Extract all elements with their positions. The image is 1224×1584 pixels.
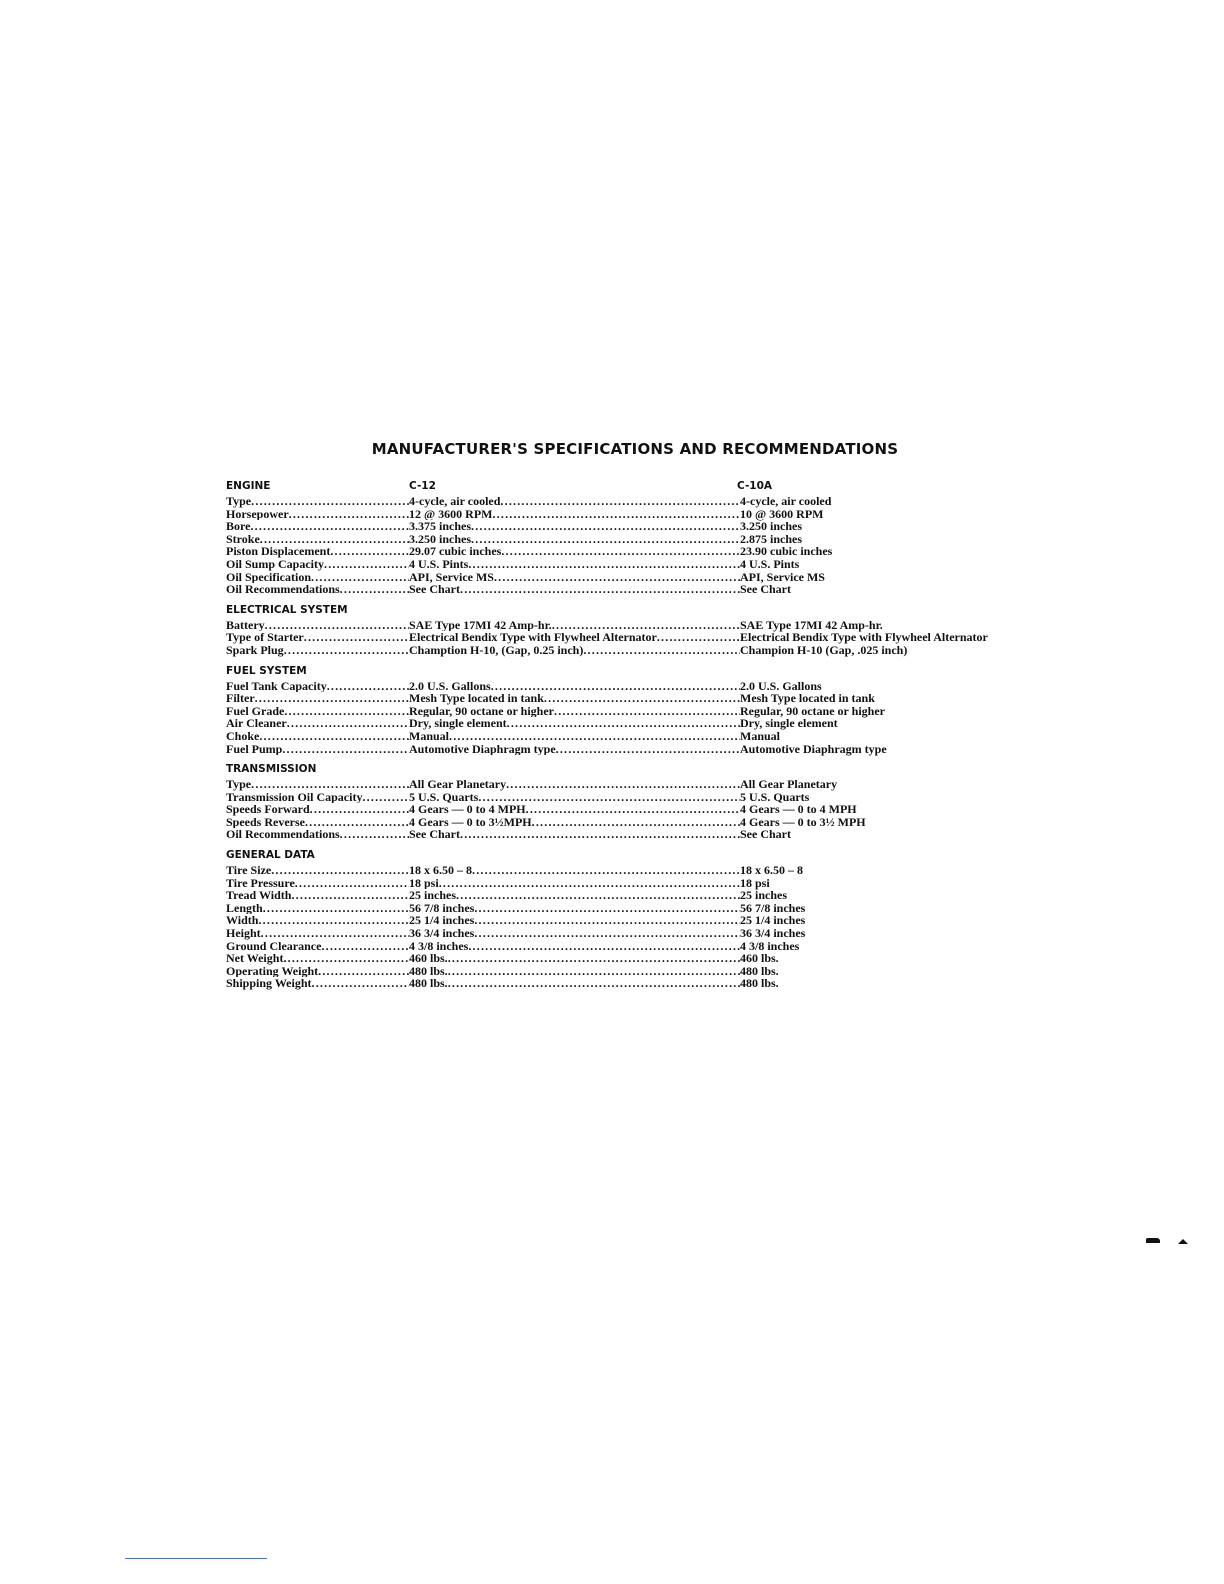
spec-label (226, 940, 409, 953)
spec-value-c10a (740, 889, 1056, 902)
section-heading-label: ELECTRICAL SYSTEM (226, 603, 348, 616)
dot-leader (321, 940, 409, 953)
dot-leader (460, 583, 740, 596)
spec-label (226, 743, 409, 756)
spec-label-text: Tire Size (226, 864, 272, 877)
spec-label-text: Oil Recommendations (226, 583, 340, 596)
spec-value-c10a-text: 4-cycle, air cooled (740, 494, 832, 508)
spec-label-text: Transmission Oil Capacity (226, 790, 363, 804)
spec-row (226, 730, 1056, 743)
spec-value-c10a (740, 692, 1056, 705)
spec-value-c10a-text: 4 3/8 inches (740, 938, 800, 953)
dot-leader (583, 644, 740, 657)
dot-leader (250, 520, 409, 533)
spec-value-c10a-text: API, Service MS (740, 569, 825, 584)
page-title: MANUFACTURER'S SPECIFICATIONS AND RECOMMENDATIONS (371, 440, 899, 458)
dot-leader (251, 778, 409, 791)
spec-label-text: Tire Pressure (226, 876, 295, 890)
spec-value-c12-text: Regular, 90 octane or higher (409, 704, 554, 718)
spec-value-c12-text: 5 U.S. Quarts (409, 790, 479, 804)
spec-value-c12 (409, 877, 740, 890)
dot-leader (282, 743, 409, 756)
spec-value-c10a-text: Champion H-10 (Gap, .025 inch) (740, 642, 908, 657)
spec-row (226, 828, 1056, 841)
spec-label-text: Operating Weight (226, 964, 319, 978)
spec-value-c10a-text: 4 Gears — 0 to 4 MPH (740, 802, 857, 817)
spec-value-c12 (409, 730, 740, 743)
spec-value-c10a (740, 520, 1056, 533)
scan-artifact (1178, 1239, 1188, 1244)
spec-value-c12 (409, 803, 740, 816)
spec-value-c12-text: 4 U.S. Pints (409, 557, 469, 571)
dot-leader (474, 902, 740, 915)
spec-value-c12 (409, 692, 740, 705)
dot-leader (492, 508, 740, 521)
dot-leader (271, 864, 409, 877)
spec-section (226, 847, 1056, 990)
spec-value-c12-text: 4 3/8 inches (409, 939, 469, 953)
dot-leader (304, 631, 409, 644)
spec-row (226, 545, 1056, 558)
spec-label (226, 889, 409, 902)
spec-value-c10a (740, 717, 1056, 730)
spec-value-c10a-text: 460 lbs. (740, 951, 779, 966)
spec-label (226, 545, 409, 558)
spec-row (226, 778, 1056, 791)
spec-value-c12-text: 480 lbs. (409, 964, 448, 978)
spec-value-c10a (740, 558, 1056, 571)
spec-label-text: Speeds Forward (226, 803, 310, 816)
section-heading-label: ENGINE (226, 480, 271, 492)
dot-leader (556, 743, 740, 756)
spec-label-text: Type (226, 778, 252, 791)
spec-label (226, 644, 409, 657)
spec-value-c10a-text: 2.0 U.S. Gallons (740, 678, 822, 693)
dot-leader (532, 816, 740, 829)
spec-label (226, 571, 409, 584)
spec-row (226, 914, 1056, 927)
dot-leader (468, 940, 740, 953)
spec-label-text: Bore (226, 520, 251, 533)
spec-label-text: Horsepower (226, 507, 289, 521)
dot-leader (456, 889, 740, 902)
spec-value-c12-text: 480 lbs. (409, 977, 448, 990)
spec-value-c12 (409, 889, 740, 902)
dot-leader (283, 952, 409, 965)
spec-value-c10a-text: Mesh Type located in tank (740, 691, 875, 706)
spec-label (226, 558, 409, 571)
section-heading (226, 847, 1056, 864)
spec-value-c10a-text: Regular, 90 octane or higher (740, 703, 885, 718)
dot-leader (305, 816, 409, 829)
section-heading-label: TRANSMISSION (226, 763, 317, 776)
spec-value-c10a (740, 495, 1056, 508)
spec-value-c12-text: 56 7/8 inches (409, 901, 475, 915)
spec-value-c12 (409, 631, 740, 644)
dot-leader (448, 952, 740, 965)
spec-section (226, 663, 1056, 756)
spec-value-c12-text: Mesh Type located in tank (409, 692, 544, 705)
dot-leader (340, 828, 409, 841)
spec-value-c12-text: 18 x 6.50 – 8 (409, 864, 472, 877)
spec-value-c12-text: 29.07 cubic inches (409, 545, 502, 558)
dot-leader (291, 889, 409, 902)
dot-leader (449, 730, 740, 743)
spec-label (226, 977, 409, 990)
dot-leader (259, 730, 409, 743)
spec-value-c12 (409, 545, 740, 558)
spec-value-c12 (409, 828, 740, 841)
spec-row (226, 508, 1056, 521)
spec-value-c10a-text: 23.90 cubic inches (740, 544, 833, 559)
spec-section (226, 602, 1056, 657)
dot-leader (324, 558, 409, 571)
spec-value-c10a (740, 644, 1056, 657)
spec-value-c10a (740, 927, 1056, 940)
spec-value-c12 (409, 520, 740, 533)
spec-value-c10a-text: 3.250 inches (740, 519, 803, 534)
spec-row (226, 977, 1056, 990)
spec-row (226, 965, 1056, 978)
dot-leader (657, 631, 740, 644)
spec-label (226, 927, 409, 940)
spec-label-text: Type (226, 495, 252, 508)
spec-label-text: Piston Displacement (226, 545, 331, 558)
dot-leader (318, 965, 409, 978)
spec-label (226, 864, 409, 877)
dot-leader (284, 705, 409, 718)
dot-leader (362, 791, 409, 804)
spec-value-c12 (409, 495, 740, 508)
spec-label-text: Filter (226, 692, 255, 705)
spec-row (226, 889, 1056, 902)
spec-label-text: Air Cleaner (226, 717, 287, 730)
spec-value-c12 (409, 571, 740, 584)
spec-value-c12-text: 18 psi (409, 876, 439, 890)
spec-value-c12-text: 25 inches (409, 889, 457, 902)
spec-row (226, 952, 1056, 965)
spec-value-c10a-text: SAE Type 17MI 42 Amp-hr. (740, 617, 883, 632)
spec-value-c12-text: Chamption H-10, (Gap, 0.25 inch) (409, 643, 584, 657)
spec-value-c10a-text: 2.875 inches (740, 531, 803, 546)
spec-value-c10a (740, 940, 1056, 953)
spec-value-c12-text: Automotive Diaphragm type (409, 742, 556, 756)
spec-value-c12-text: 3.375 inches (409, 520, 472, 533)
spec-label (226, 877, 409, 890)
dot-leader (327, 680, 409, 693)
spec-label-text: Tread Width (226, 889, 292, 902)
dot-leader (260, 533, 409, 546)
dot-leader (439, 877, 740, 890)
dot-leader (330, 545, 409, 558)
spec-value-c10a (740, 965, 1056, 978)
dot-leader (507, 717, 740, 730)
spec-label (226, 914, 409, 927)
spec-value-c12 (409, 927, 740, 940)
spec-value-c10a-text: 18 psi (740, 875, 770, 890)
spec-value-c12 (409, 791, 740, 804)
spec-value-c12-text: See Chart (409, 583, 460, 596)
spec-label (226, 520, 409, 533)
dot-leader (471, 533, 740, 546)
spec-label (226, 619, 409, 632)
dot-leader (460, 828, 740, 841)
spec-label-text: Oil Recommendations (226, 828, 340, 842)
spec-value-c12-text: Electrical Bendix Type with Flywheel Alternator (409, 631, 657, 644)
spec-row (226, 902, 1056, 915)
spec-row (226, 644, 1056, 657)
spec-value-c12 (409, 583, 740, 596)
spec-label (226, 965, 409, 978)
spec-label (226, 902, 409, 915)
spec-value-c12-text: 2.0 U.S. Gallons (409, 679, 491, 693)
spec-value-c12 (409, 940, 740, 953)
dot-leader (474, 927, 740, 940)
spec-row (226, 816, 1056, 829)
dot-leader (544, 692, 740, 705)
spec-value-c12-text: 4 Gears — 0 to 4 MPH (409, 803, 526, 816)
section-heading-label: FUEL SYSTEM (226, 664, 307, 677)
spec-label (226, 583, 409, 596)
spec-label (226, 631, 409, 644)
spec-value-c12 (409, 680, 740, 693)
dot-leader (251, 495, 409, 508)
spec-label (226, 717, 409, 730)
spec-label-text: Fuel Tank Capacity (226, 679, 327, 693)
spec-value-c10a-text: See Chart (740, 827, 791, 842)
spec-label (226, 828, 409, 841)
spec-label (226, 692, 409, 705)
spec-value-c10a (740, 583, 1056, 596)
spec-row (226, 803, 1056, 816)
dot-leader (263, 902, 409, 915)
spec-row (226, 558, 1056, 571)
spec-value-c12-text: 3.250 inches (409, 532, 472, 546)
spec-value-c10a-text: 480 lbs. (740, 963, 779, 978)
spec-label (226, 705, 409, 718)
spec-value-c12-text: All Gear Planetary (409, 778, 507, 791)
dot-leader (526, 803, 740, 816)
spec-value-c12 (409, 717, 740, 730)
spec-value-c10a (740, 877, 1056, 890)
section-heading (226, 602, 1056, 619)
dot-leader (500, 495, 740, 508)
spec-value-c12 (409, 914, 740, 927)
dot-leader (554, 705, 740, 718)
spec-label-text: Speeds Reverse (226, 815, 305, 829)
spec-label (226, 791, 409, 804)
dot-leader (255, 692, 409, 705)
spec-label-text: Oil Sump Capacity (226, 557, 325, 571)
spec-row (226, 533, 1056, 546)
spec-label-text: Oil Specification (226, 570, 311, 584)
spec-row (226, 571, 1056, 584)
spec-value-c10a-text: 56 7/8 inches (740, 900, 806, 915)
spec-label-text: Battery (226, 618, 265, 632)
spec-label-text: Length (226, 901, 263, 915)
spec-value-c12-text: 4 Gears — 0 to 3½MPH (409, 815, 532, 829)
spec-value-c12-text: See Chart (409, 828, 460, 842)
spec-value-c12-text: Manual (409, 729, 450, 743)
spec-value-c10a (740, 828, 1056, 841)
spec-value-c10a-text: 4 Gears — 0 to 3½ MPH (740, 814, 866, 829)
dot-leader (311, 571, 409, 584)
dot-leader (478, 791, 740, 804)
spec-value-c10a-text: 4 U.S. Pints (740, 556, 800, 571)
dot-leader (258, 914, 409, 927)
dot-leader (468, 558, 740, 571)
spec-value-c10a (740, 743, 1056, 756)
spec-value-c10a-text: 25 inches (740, 888, 788, 903)
dot-leader (289, 508, 409, 521)
spec-value-c10a-text: 5 U.S. Quarts (740, 789, 810, 804)
spec-row (226, 940, 1056, 953)
spec-value-c12 (409, 705, 740, 718)
spec-value-c10a (740, 803, 1056, 816)
spec-value-c12 (409, 816, 740, 829)
spec-value-c12 (409, 965, 740, 978)
spec-value-c12-text: SAE Type 17MI 42 Amp-hr. (409, 618, 552, 632)
spec-value-c10a (740, 864, 1056, 877)
spec-value-c12-text: 4-cycle, air cooled (409, 495, 501, 508)
spec-label-text: Ground Clearance (226, 939, 322, 953)
spec-label (226, 533, 409, 546)
spec-value-c12-text: API, Service MS (409, 570, 494, 584)
dot-leader (474, 914, 740, 927)
spec-row (226, 705, 1056, 718)
spec-label (226, 952, 409, 965)
section-heading (226, 478, 1056, 495)
spec-row (226, 631, 1056, 644)
spec-value-c10a (740, 977, 1056, 990)
dot-leader (448, 965, 740, 978)
dot-leader (340, 583, 409, 596)
spec-value-c10a-text: Electrical Bendix Type with Flywheel Alternator (740, 630, 988, 645)
dot-leader (448, 977, 740, 990)
spec-value-c10a-text: Automotive Diaphragm type (740, 741, 887, 756)
dot-leader (310, 803, 409, 816)
spec-value-c10a-text: Dry, single element (740, 716, 838, 731)
spec-value-c12 (409, 743, 740, 756)
dot-leader (491, 680, 740, 693)
footer-rule (125, 1558, 267, 1559)
spec-label (226, 680, 409, 693)
spec-row (226, 743, 1056, 756)
spec-value-c12 (409, 558, 740, 571)
spec-label-text: Type of Starter (226, 631, 304, 644)
spec-label-text: Choke (226, 729, 260, 743)
spec-label (226, 803, 409, 816)
spec-row (226, 877, 1056, 890)
spec-label-text: Shipping Weight (226, 977, 312, 990)
spec-label-text: Width (226, 914, 259, 928)
dot-leader (265, 619, 409, 632)
spec-row (226, 583, 1056, 596)
dot-leader (295, 877, 409, 890)
spec-value-c10a-text: 480 lbs. (740, 976, 779, 991)
spec-value-c10a-text: All Gear Planetary (740, 777, 838, 792)
spec-value-c12 (409, 902, 740, 915)
spec-label (226, 730, 409, 743)
spec-label (226, 816, 409, 829)
dot-leader (261, 927, 409, 940)
dot-leader (494, 571, 740, 584)
spec-value-c10a-text: 36 3/4 inches (740, 926, 806, 941)
spec-value-c12 (409, 977, 740, 990)
spec-label-text: Fuel Grade (226, 704, 285, 718)
spec-label (226, 778, 409, 791)
dot-leader (501, 545, 740, 558)
dot-leader (471, 520, 740, 533)
spec-value-c10a (740, 730, 1056, 743)
spec-value-c10a-text: See Chart (740, 582, 791, 597)
spec-label-text: Fuel Pump (226, 742, 283, 756)
dot-leader (284, 644, 409, 657)
spec-value-c12 (409, 533, 740, 546)
spec-label-text: Spark Plug (226, 643, 284, 657)
spec-row (226, 791, 1056, 804)
spec-row (226, 495, 1056, 508)
dot-leader (506, 778, 740, 791)
spec-label (226, 508, 409, 521)
spec-row (226, 717, 1056, 730)
dot-leader (287, 717, 409, 730)
spec-row (226, 864, 1056, 877)
spec-value-c10a (740, 952, 1056, 965)
spec-table (226, 478, 1056, 996)
spec-row (226, 680, 1056, 693)
spec-value-c12-text: 12 @ 3600 RPM (409, 507, 493, 521)
spec-label-text: Net Weight (226, 952, 284, 965)
spec-section (226, 761, 1056, 841)
spec-section (226, 478, 1056, 596)
column-header-c10a: C-10A (737, 480, 773, 492)
spec-row (226, 692, 1056, 705)
spec-value-c12-text: 25 1/4 inches (409, 914, 475, 928)
spec-value-c12 (409, 508, 740, 521)
spec-value-c10a-text: Manual (740, 728, 781, 743)
spec-value-c12 (409, 778, 740, 791)
section-heading-label: GENERAL DATA (226, 849, 315, 862)
spec-value-c12 (409, 644, 740, 657)
column-header-c12: C-12 (409, 480, 436, 492)
spec-value-c12-text: 36 3/4 inches (409, 927, 475, 940)
spec-value-c10a-text: 18 x 6.50 – 8 (740, 863, 803, 878)
scan-artifact (1146, 1238, 1160, 1243)
spec-value-c10a-text: 25 1/4 inches (740, 913, 806, 928)
spec-row (226, 927, 1056, 940)
spec-label (226, 495, 409, 508)
spec-value-c12 (409, 952, 740, 965)
dot-leader (552, 619, 740, 632)
dot-leader (312, 977, 410, 990)
spec-label-text: Stroke (226, 532, 260, 546)
section-heading (226, 663, 1056, 680)
spec-value-c12 (409, 619, 740, 632)
section-heading (226, 761, 1056, 778)
spec-value-c12 (409, 864, 740, 877)
spec-row (226, 520, 1056, 533)
spec-label-text: Height (226, 927, 261, 940)
spec-value-c10a (740, 778, 1056, 791)
spec-value-c12-text: Dry, single element (409, 717, 507, 730)
spec-value-c10a-text: 10 @ 3600 RPM (740, 506, 824, 521)
dot-leader (472, 864, 740, 877)
spec-value-c12-text: 460 lbs. (409, 952, 448, 965)
